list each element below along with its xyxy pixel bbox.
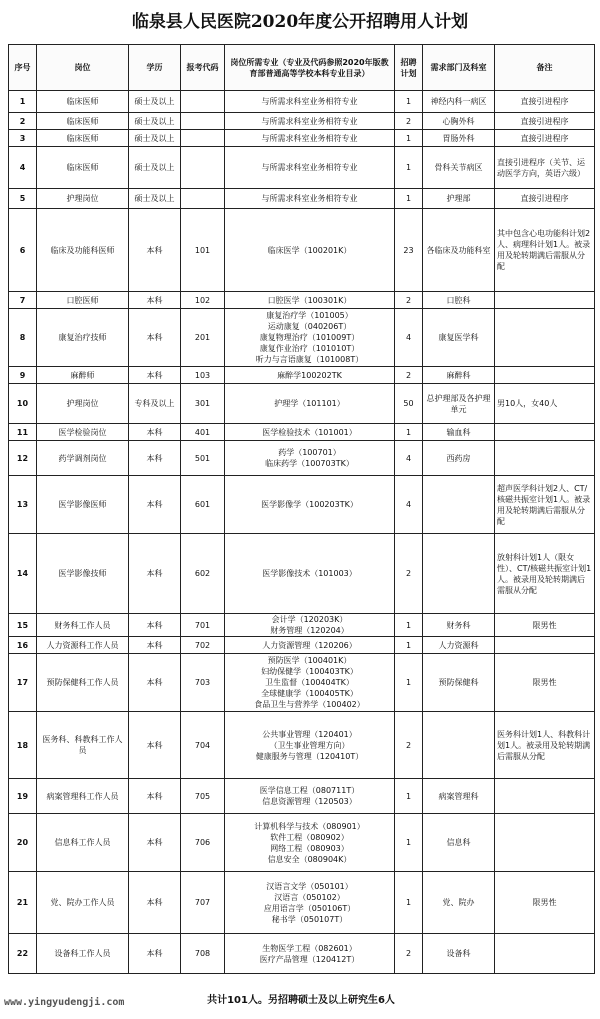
cell-note: 直接引进程序（关节、运动医学方向，英语六级） <box>495 147 595 189</box>
cell-dept: 输血科 <box>423 424 495 441</box>
cell-code: 601 <box>181 476 225 534</box>
header-code: 报考代码 <box>181 45 225 91</box>
cell-no: 7 <box>9 292 37 309</box>
table-row <box>9 534 595 614</box>
cell-note: 男10人，女40人 <box>495 384 595 424</box>
cell-no: 16 <box>9 637 37 654</box>
header-no: 序号 <box>9 45 37 91</box>
cell-post: 临床及功能科医师 <box>37 209 129 292</box>
cell-major: 临床医学（100201K） <box>225 209 395 292</box>
table-row <box>9 91 595 113</box>
cell-count: 1 <box>395 872 423 934</box>
table-row <box>9 872 595 934</box>
cell-no: 18 <box>9 712 37 779</box>
cell-note: 直接引进程序 <box>495 130 595 147</box>
cell-count: 1 <box>395 637 423 654</box>
cell-major: 与所需求科室业务相符专业 <box>225 91 395 113</box>
table-row <box>9 309 595 367</box>
cell-edu: 本科 <box>129 654 181 712</box>
cell-count: 2 <box>395 113 423 130</box>
cell-post: 临床医师 <box>37 91 129 113</box>
cell-edu: 本科 <box>129 209 181 292</box>
cell-code: 707 <box>181 872 225 934</box>
cell-note: 限男性 <box>495 614 595 637</box>
cell-dept: 病案管理科 <box>423 779 495 814</box>
cell-edu: 本科 <box>129 292 181 309</box>
cell-no: 19 <box>9 779 37 814</box>
cell-code: 701 <box>181 614 225 637</box>
cell-dept: 康复医学科 <box>423 309 495 367</box>
cell-post: 党、院办工作人员 <box>37 872 129 934</box>
cell-no: 20 <box>9 814 37 872</box>
cell-major: 与所需求科室业务相符专业 <box>225 130 395 147</box>
cell-major: 护理学（101101） <box>225 384 395 424</box>
header-note: 备注 <box>495 45 595 91</box>
cell-no: 15 <box>9 614 37 637</box>
cell-note <box>495 424 595 441</box>
cell-edu: 本科 <box>129 712 181 779</box>
cell-code <box>181 147 225 189</box>
cell-code: 401 <box>181 424 225 441</box>
cell-edu: 专科及以上 <box>129 384 181 424</box>
cell-post: 病案管理科工作人员 <box>37 779 129 814</box>
table-row <box>9 934 595 974</box>
cell-count: 1 <box>395 130 423 147</box>
cell-count: 4 <box>395 441 423 476</box>
cell-count: 1 <box>395 814 423 872</box>
table-footer-total: 共计101人。另招聘硕士及以上研究生6人 <box>207 995 395 1006</box>
cell-no: 22 <box>9 934 37 974</box>
cell-edu: 本科 <box>129 534 181 614</box>
cell-note <box>495 637 595 654</box>
cell-dept: 神经内科一病区 <box>423 91 495 113</box>
cell-major: 麻醉学100202TK <box>225 367 395 384</box>
cell-code: 704 <box>181 712 225 779</box>
cell-code <box>181 91 225 113</box>
header-post: 岗位 <box>37 45 129 91</box>
cell-major: 计算机科学与技术（080901） 软件工程（080902） 网络工程（080903） 信息安全（080904K） <box>225 814 395 872</box>
cell-code: 101 <box>181 209 225 292</box>
cell-dept: 麻醉科 <box>423 367 495 384</box>
cell-note: 直接引进程序 <box>495 189 595 209</box>
cell-code: 702 <box>181 637 225 654</box>
cell-note <box>495 441 595 476</box>
cell-major: 康复治疗学（101005） 运动康复（040206T） 康复物理治疗（101009T） 康复作业治疗（101010T） 听力与言语康复（101008T） <box>225 309 395 367</box>
cell-dept <box>423 476 495 534</box>
cell-no: 14 <box>9 534 37 614</box>
cell-code <box>181 189 225 209</box>
cell-no: 1 <box>9 91 37 113</box>
cell-post: 信息科工作人员 <box>37 814 129 872</box>
cell-count: 1 <box>395 424 423 441</box>
cell-dept: 西药房 <box>423 441 495 476</box>
cell-post: 人力资源科工作人员 <box>37 637 129 654</box>
cell-dept: 预防保健科 <box>423 654 495 712</box>
cell-post: 护理岗位 <box>37 189 129 209</box>
cell-dept: 护理部 <box>423 189 495 209</box>
cell-count: 1 <box>395 189 423 209</box>
cell-count: 2 <box>395 367 423 384</box>
header-edu: 学历 <box>129 45 181 91</box>
cell-edu: 本科 <box>129 872 181 934</box>
cell-note <box>495 309 595 367</box>
cell-post: 口腔医师 <box>37 292 129 309</box>
table-row <box>9 292 595 309</box>
cell-major: 生物医学工程（082601） 医疗产品管理（120412T） <box>225 934 395 974</box>
cell-post: 药学调剂岗位 <box>37 441 129 476</box>
cell-post: 康复治疗技师 <box>37 309 129 367</box>
cell-count: 1 <box>395 91 423 113</box>
cell-edu: 硕士及以上 <box>129 189 181 209</box>
cell-code: 102 <box>181 292 225 309</box>
table-row <box>9 476 595 534</box>
cell-dept: 各临床及功能科室 <box>423 209 495 292</box>
cell-count: 2 <box>395 292 423 309</box>
cell-edu: 本科 <box>129 814 181 872</box>
cell-major: 人力资源管理（120206） <box>225 637 395 654</box>
cell-post: 财务科工作人员 <box>37 614 129 637</box>
page-title: 临泉县人民医院2020年度公开招聘用人计划 <box>131 12 469 32</box>
cell-note <box>495 779 595 814</box>
cell-edu: 本科 <box>129 367 181 384</box>
cell-note <box>495 367 595 384</box>
table-row <box>9 130 595 147</box>
cell-edu: 本科 <box>129 637 181 654</box>
cell-dept: 党、院办 <box>423 872 495 934</box>
cell-dept: 骨科关节病区 <box>423 147 495 189</box>
cell-count: 2 <box>395 712 423 779</box>
cell-note: 直接引进程序 <box>495 91 595 113</box>
cell-major: 医学影像技术（101003） <box>225 534 395 614</box>
cell-count: 1 <box>395 779 423 814</box>
cell-post: 临床医师 <box>37 130 129 147</box>
cell-code <box>181 113 225 130</box>
cell-dept: 心胸外科 <box>423 113 495 130</box>
cell-no: 13 <box>9 476 37 534</box>
cell-edu: 本科 <box>129 441 181 476</box>
cell-code: 705 <box>181 779 225 814</box>
cell-count: 1 <box>395 147 423 189</box>
cell-code: 201 <box>181 309 225 367</box>
cell-code: 301 <box>181 384 225 424</box>
cell-edu: 本科 <box>129 614 181 637</box>
cell-dept: 财务科 <box>423 614 495 637</box>
cell-note: 其中包含心电功能科计划2人、病理科计划1人。被录用及轮转期满后需服从分配 <box>495 209 595 292</box>
cell-note <box>495 934 595 974</box>
cell-dept: 口腔科 <box>423 292 495 309</box>
cell-major: 与所需求科室业务相符专业 <box>225 113 395 130</box>
table-row <box>9 424 595 441</box>
cell-no: 21 <box>9 872 37 934</box>
cell-edu: 硕士及以上 <box>129 147 181 189</box>
cell-no: 17 <box>9 654 37 712</box>
cell-major: 医学影像学（100203TK） <box>225 476 395 534</box>
cell-major: 药学（100701） 临床药学（100703TK） <box>225 441 395 476</box>
cell-post: 护理岗位 <box>37 384 129 424</box>
cell-major: 预防医学（100401K） 妇幼保健学（100403TK） 卫生监督（100404TK） 全球健康学（100405TK） 食品卫生与营养学（100402） <box>225 654 395 712</box>
cell-no: 2 <box>9 113 37 130</box>
cell-edu: 本科 <box>129 309 181 367</box>
table-header-row <box>9 45 595 91</box>
table-row <box>9 147 595 189</box>
cell-major: 会计学（120203K） 财务管理（120204） <box>225 614 395 637</box>
cell-edu: 硕士及以上 <box>129 91 181 113</box>
cell-post: 麻醉师 <box>37 367 129 384</box>
cell-major: 与所需求科室业务相符专业 <box>225 147 395 189</box>
cell-count: 2 <box>395 934 423 974</box>
cell-no: 3 <box>9 130 37 147</box>
table-row <box>9 384 595 424</box>
header-dept: 需求部门及科室 <box>423 45 495 91</box>
cell-note: 限男性 <box>495 654 595 712</box>
cell-major: 公共事业管理（120401） （卫生事业管理方向） 健康服务与管理（120410T） <box>225 712 395 779</box>
table-row <box>9 654 595 712</box>
cell-count: 4 <box>395 309 423 367</box>
table-row <box>9 113 595 130</box>
cell-code: 103 <box>181 367 225 384</box>
cell-dept: 信息科 <box>423 814 495 872</box>
cell-code: 703 <box>181 654 225 712</box>
cell-dept: 人力资源科 <box>423 637 495 654</box>
cell-code <box>181 130 225 147</box>
cell-post: 医学影像医师 <box>37 476 129 534</box>
table-row <box>9 441 595 476</box>
cell-note <box>495 292 595 309</box>
cell-count: 1 <box>395 654 423 712</box>
table-row <box>9 367 595 384</box>
recruitment-table <box>8 44 595 974</box>
cell-dept <box>423 712 495 779</box>
cell-major: 医学检验技术（101001） <box>225 424 395 441</box>
cell-no: 6 <box>9 209 37 292</box>
header-count: 招聘计划 <box>395 45 423 91</box>
cell-post: 临床医师 <box>37 113 129 130</box>
table-row <box>9 614 595 637</box>
cell-post: 预防保健科工作人员 <box>37 654 129 712</box>
cell-count: 50 <box>395 384 423 424</box>
cell-post: 医务科、科教科工作人员 <box>37 712 129 779</box>
cell-note: 直接引进程序 <box>495 113 595 130</box>
cell-no: 9 <box>9 367 37 384</box>
cell-major: 医学信息工程（080711T） 信息资源管理（120503） <box>225 779 395 814</box>
cell-note: 超声医学科计划2人、CT/核磁共振室计划1人。被录用及轮转期满后需服从分配 <box>495 476 595 534</box>
cell-code: 708 <box>181 934 225 974</box>
table-row <box>9 814 595 872</box>
cell-code: 602 <box>181 534 225 614</box>
cell-post: 医学检验岗位 <box>37 424 129 441</box>
cell-count: 4 <box>395 476 423 534</box>
cell-dept <box>423 534 495 614</box>
cell-count: 2 <box>395 534 423 614</box>
table-row <box>9 779 595 814</box>
cell-no: 10 <box>9 384 37 424</box>
cell-edu: 本科 <box>129 424 181 441</box>
cell-note: 限男性 <box>495 872 595 934</box>
cell-note: 放射科计划1人（限女性）、CT/核磁共振室计划1人。被录用及轮转期满后需服从分配 <box>495 534 595 614</box>
cell-edu: 硕士及以上 <box>129 130 181 147</box>
cell-major: 与所需求科室业务相符专业 <box>225 189 395 209</box>
cell-no: 4 <box>9 147 37 189</box>
cell-post: 医学影像技师 <box>37 534 129 614</box>
cell-dept: 胃肠外科 <box>423 130 495 147</box>
header-major: 岗位所需专业（专业及代码参照2020年版教育部普通高等学校本科专业目录） <box>225 45 395 91</box>
cell-major: 口腔医学（100301K） <box>225 292 395 309</box>
watermark-text: www.yingyudengji.com <box>4 997 125 1008</box>
cell-edu: 本科 <box>129 779 181 814</box>
cell-post: 设备科工作人员 <box>37 934 129 974</box>
table-row <box>9 712 595 779</box>
table-row <box>9 189 595 209</box>
cell-major: 汉语言文学（050101） 汉语言（050102） 应用语言学（050106T） 秘书学（050107T） <box>225 872 395 934</box>
table-row <box>9 637 595 654</box>
cell-code: 706 <box>181 814 225 872</box>
cell-note: 医务科计划1人、科教科计划1人。被录用及轮转期满后需服从分配 <box>495 712 595 779</box>
cell-count: 1 <box>395 614 423 637</box>
cell-no: 12 <box>9 441 37 476</box>
cell-count: 23 <box>395 209 423 292</box>
cell-no: 5 <box>9 189 37 209</box>
cell-edu: 本科 <box>129 476 181 534</box>
cell-edu: 本科 <box>129 934 181 974</box>
table-row <box>9 209 595 292</box>
cell-post: 临床医师 <box>37 147 129 189</box>
cell-no: 8 <box>9 309 37 367</box>
cell-dept: 总护理部及各护理单元 <box>423 384 495 424</box>
cell-no: 11 <box>9 424 37 441</box>
cell-code: 501 <box>181 441 225 476</box>
cell-edu: 硕士及以上 <box>129 113 181 130</box>
cell-note <box>495 814 595 872</box>
cell-dept: 设备科 <box>423 934 495 974</box>
